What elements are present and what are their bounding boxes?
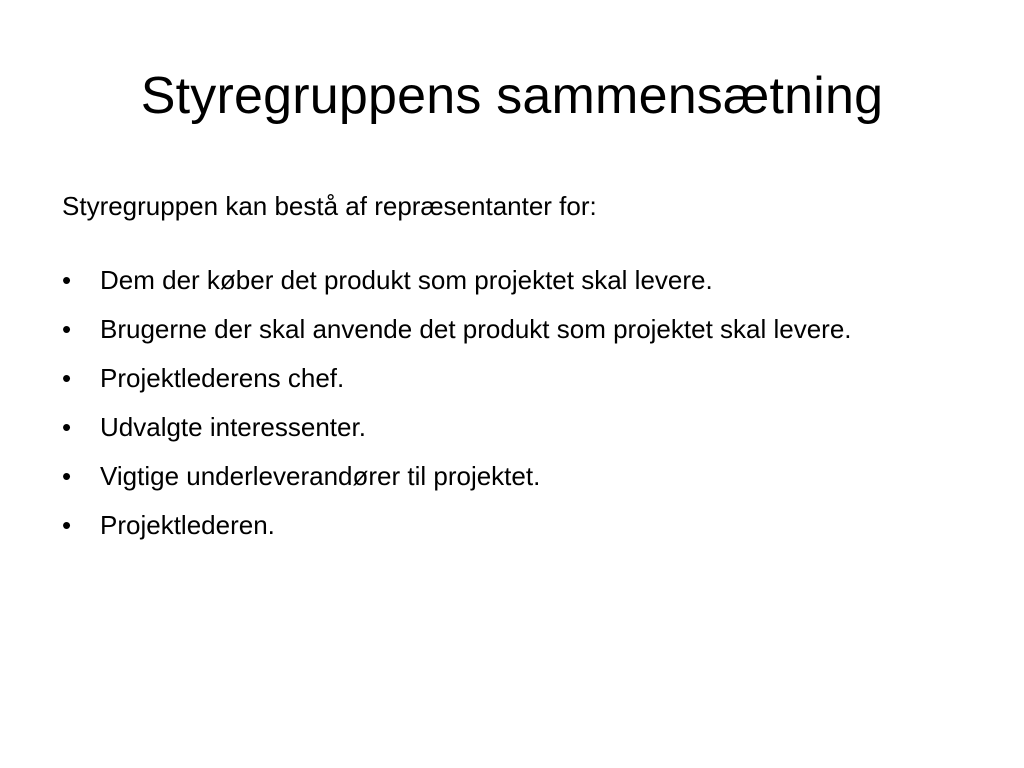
bullet-list bbox=[62, 260, 962, 545]
bullet-icon: • bbox=[62, 412, 72, 442]
bullet-text: Projektlederens chef. bbox=[100, 363, 345, 393]
bullet-icon: • bbox=[62, 314, 72, 344]
bullet-item bbox=[62, 358, 958, 398]
bullet-icon: • bbox=[62, 363, 72, 393]
bullet-item bbox=[62, 309, 958, 349]
bullet-text: Brugerne der skal anvende det produkt som projektet skal levere. bbox=[100, 314, 852, 344]
bullet-item bbox=[62, 407, 958, 447]
bullet-item bbox=[62, 260, 958, 300]
bullet-item bbox=[62, 456, 958, 496]
bullet-icon: • bbox=[62, 265, 72, 295]
bullet-icon: • bbox=[62, 510, 72, 540]
bullet-item bbox=[62, 505, 958, 545]
slide-body bbox=[62, 186, 962, 554]
intro-text: Styregruppen kan bestå af repræsentanter for: bbox=[62, 191, 597, 221]
bullet-text: Dem der køber det produkt som projektet skal levere. bbox=[100, 265, 713, 295]
bullet-text: Udvalgte interessenter. bbox=[100, 412, 366, 442]
bullet-text: Vigtige underleverandører til projektet. bbox=[100, 461, 541, 491]
bullet-icon: • bbox=[62, 461, 72, 491]
slide-title: Styregruppens sammensætning bbox=[140, 67, 884, 125]
bullet-text: Projektlederen. bbox=[100, 510, 275, 540]
